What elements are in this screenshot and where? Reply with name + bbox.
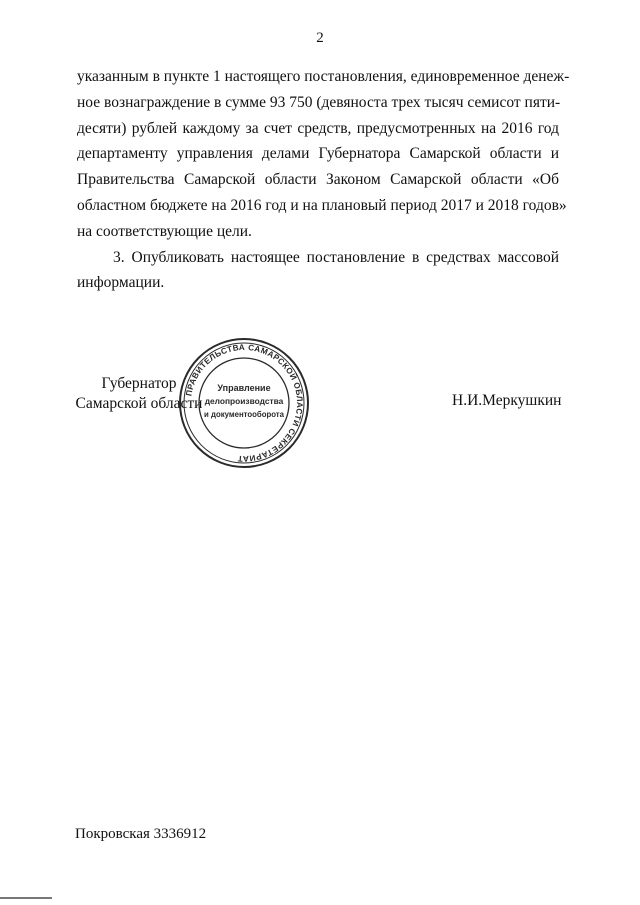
text-line: указанным в пункте 1 настоящего постановления, единовременное денеж- [77,68,570,85]
text-line: десяти) рублей каждому за счет средств, предусмотренных на 2016 год [77,119,559,137]
signatory-name: Н.И.Меркушкин [452,392,562,409]
text-line: на соответствующие цели. [77,222,252,240]
signatory-position-line: Самарской области [75,395,203,412]
stamp-line: делопроизводства [204,396,284,406]
text-line: ное вознаграждение в сумме 93 750 (девяноста трех тысяч семисот пяти- [77,93,561,111]
page-number: 2 [316,30,324,46]
text-line: областном бюджете на 2016 год и на плановый период 2017 и 2018 годов» [77,196,567,214]
signatory-position-line: Губернатор [101,375,177,392]
page-edge-mark [0,897,52,899]
executor-contact: Покровская 3336912 [75,826,207,842]
stamp-ring-text: ПРАВИТЕЛЬСТВА САМАРСКОЙ ОБЛАСТИ СЕКРЕТАРИАТ [184,342,305,464]
text-line: департаменту управления делами Губернатора Самарской области и [77,145,559,163]
text-line: Правительства Самарской области Законом Самарской области «Об [77,171,559,189]
official-stamp [176,338,312,468]
text-line: 3. Опубликовать настоящее постановление в средствах массовой [113,248,559,266]
text-line: информации. [77,274,165,292]
stamp-line: и документооборота [204,410,284,419]
stamp-line: Управление [217,383,271,393]
document-body [77,64,570,296]
